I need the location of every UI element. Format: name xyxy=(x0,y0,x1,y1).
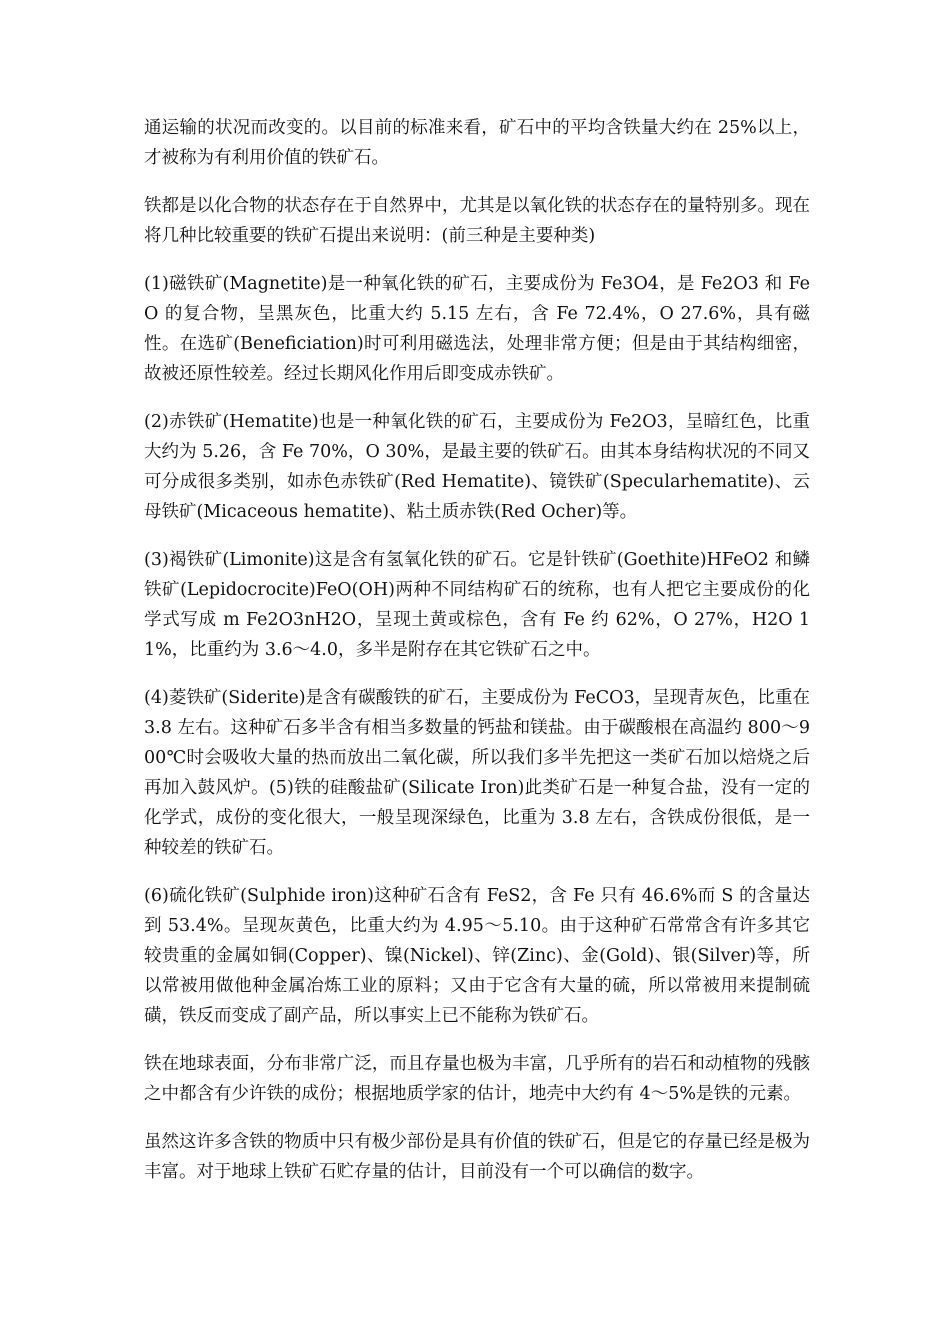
paragraph-magnetite: (1)磁铁矿(Magnetite)是一种氧化铁的矿石，主要成份为 Fe3O4，是 Fe2O3 和 FeO 的复合物，呈黑灰色，比重大约 5.15 左右，含 Fe 72.4%，O 27.6%，具有磁性。在选矿(Beneficiation)时可利用磁选法，处理非常方便；但是由于其结构细密，故被还原性较差。经过长期风化作用后即变成赤铁矿。 xyxy=(144,274,810,384)
paragraph-hematite: (2)赤铁矿(Hematite)也是一种氧化铁的矿石，主要成份为 Fe2O3，呈暗红色，比重大约为 5.26，含 Fe 70%，O 30%，是最主要的铁矿石。由其本身结构状况的不同又可分成很多类别，如赤色赤铁矿(Red Hematite)、镜铁矿(Specularhematite)、云母铁矿(Micaceous hematite)、粘土质赤铁(Red Ocher)等。 xyxy=(144,412,810,522)
document-body xyxy=(144,113,810,1205)
paragraph-sulphide-iron: (6)硫化铁矿(Sulphide iron)这种矿石含有 FeS2，含 Fe 只有 46.6%而 S 的含量达到 53.4%。呈现灰黄色，比重大约为 4.95～5.10。由于这种矿石常常含有许多其它较贵重的金属如铜(Copper)、镍(Nickel)、锌(Zinc)、金(Gold)、银(Silver)等，所以常被用做他种金属冶炼工业的原料；又由于它含有大量的硫，所以常被用来提制硫磺，铁反而变成了副产品，所以事实上已不能称为铁矿石。 xyxy=(144,886,810,1026)
paragraph-intro-continuation: 通运输的状况而改变的。以目前的标准来看，矿石中的平均含铁量大约在 25%以上，才被称为有利用价值的铁矿石。 xyxy=(144,118,810,168)
paragraph-limonite: (3)褐铁矿(Limonite)这是含有氢氧化铁的矿石。它是针铁矿(Goethite)HFeO2 和鳞铁矿(Lepidocrocite)FeO(OH)两种不同结构矿石的统称，也有人把它主要成份的化学式写成 m Fe2O3nH2O，呈现土黄或棕色，含有 Fe 约 62%，O 27%，H2O 11%，比重约为 3.6～4.0，多半是附存在其它铁矿石之中。 xyxy=(144,550,810,660)
paragraph-iron-reserves: 虽然这许多含铁的物质中只有极少部份是具有价值的铁矿石，但是它的存量已经是极为丰富。对于地球上铁矿石贮存量的估计，目前没有一个可以确信的数字。 xyxy=(144,1132,810,1182)
paragraph-siderite-silicate: (4)菱铁矿(Siderite)是含有碳酸铁的矿石，主要成份为 FeCO3，呈现青灰色，比重在 3.8 左右。这种矿石多半含有相当多数量的钙盐和镁盐。由于碳酸根在高温约 800～900℃时会吸收大量的热而放出二氧化碳，所以我们多半先把这一类矿石加以焙烧之后再加入鼓风炉。(5)铁的硅酸盐矿(Silicate Iron)此类矿石是一种复合盐，没有一定的化学式，成份的变化很大，一般呈现深绿色，比重为 3.8 左右，含铁成份很低，是一种较差的铁矿石。 xyxy=(144,688,810,858)
paragraph-iron-distribution: 铁在地球表面，分布非常广泛，而且存量也极为丰富，几乎所有的岩石和动植物的残骸之中都含有少许铁的成份；根据地质学家的估计，地壳中大约有 4～5%是铁的元素。 xyxy=(144,1054,810,1104)
paragraph-iron-compounds: 铁都是以化合物的状态存在于自然界中，尤其是以氧化铁的状态存在的量特别多。现在将几种比较重要的铁矿石提出来说明：(前三种是主要种类) xyxy=(144,196,810,246)
